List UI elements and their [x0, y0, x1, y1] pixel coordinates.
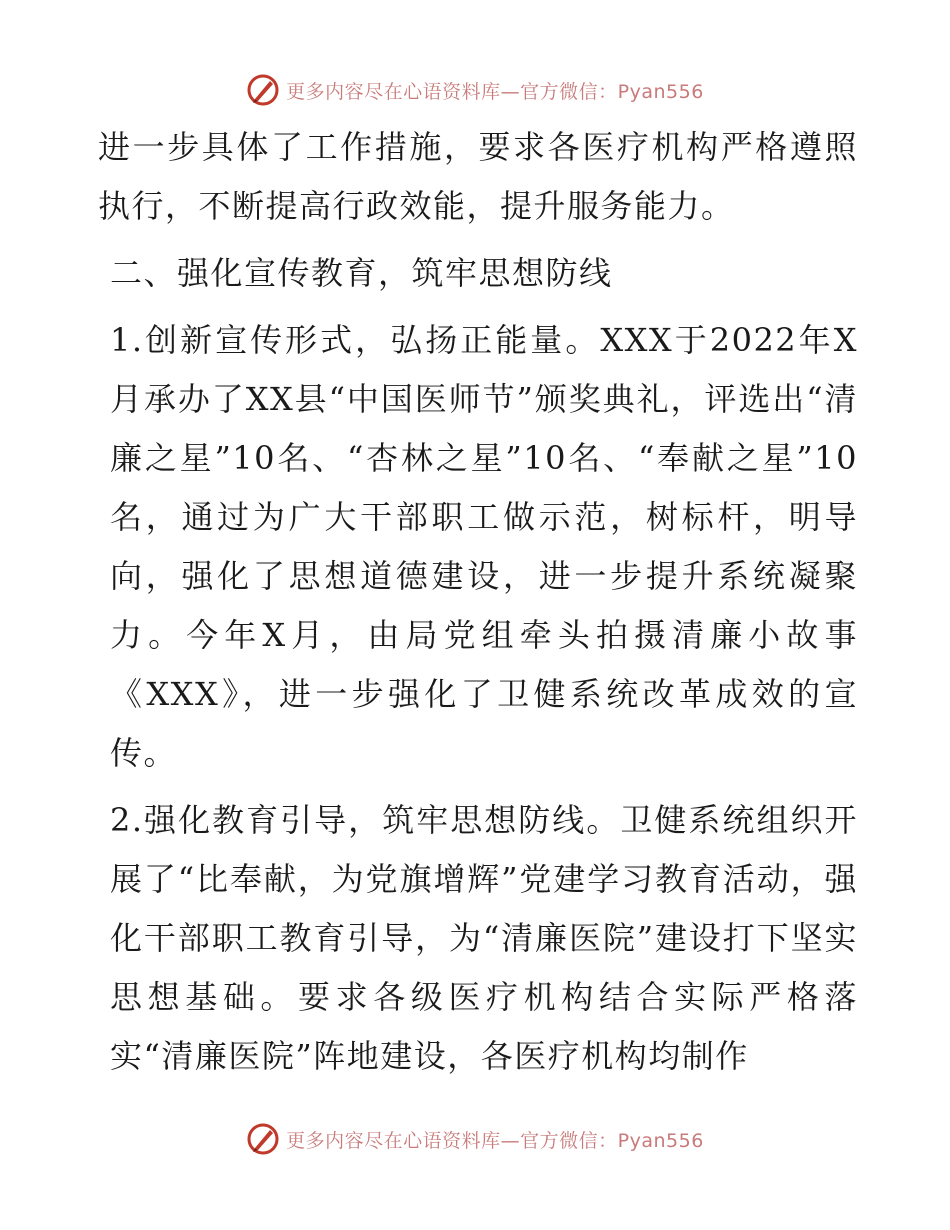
quill-pen-logo-icon: [246, 73, 280, 107]
document-body: [98, 118, 858, 1086]
quill-pen-logo-icon: [246, 1122, 280, 1156]
footer-banner: [0, 1121, 950, 1157]
paragraph-3: 1.创新宣传形式，弘扬正能量。XXX于2022年X月承办了XX县“中国医师节”颁奖典礼，评选出“清廉之星”10名、“杏林之星”10名、“奉献之星”10名，通过为广大干部职工做示范，树标杆，明导向，强化了思想道德建设，进一步提升系统凝聚力。今年X月，由局党组牵头拍摄清廉小故事《XXX》，进一步强化了卫健系统改革成效的宣传。: [110, 321, 858, 772]
paragraph-4: 2.强化教育引导，筑牢思想防线。卫健系统组织开展了“比奉献，为党旗增辉”党建学习教育活动，强化干部职工教育引导，为“清廉医院”建设打下坚实思想基础。要求各级医疗机构结合实际严格落实“清廉医院”阵地建设，各医疗机构均制作: [110, 801, 858, 1075]
section-heading-2: 二、强化宣传教育，筑牢思想防线: [110, 254, 613, 292]
header-banner: [0, 72, 950, 108]
footer-banner-text: 更多内容尽在心语资料库—官方微信：Pyan556: [286, 1129, 704, 1152]
paragraph-1: 进一步具体了工作措施，要求各医疗机构严格遵照执行，不断提高行政效能，提升服务能力。: [98, 128, 858, 225]
header-banner-text: 更多内容尽在心语资料库—官方微信：Pyan556: [286, 80, 704, 103]
